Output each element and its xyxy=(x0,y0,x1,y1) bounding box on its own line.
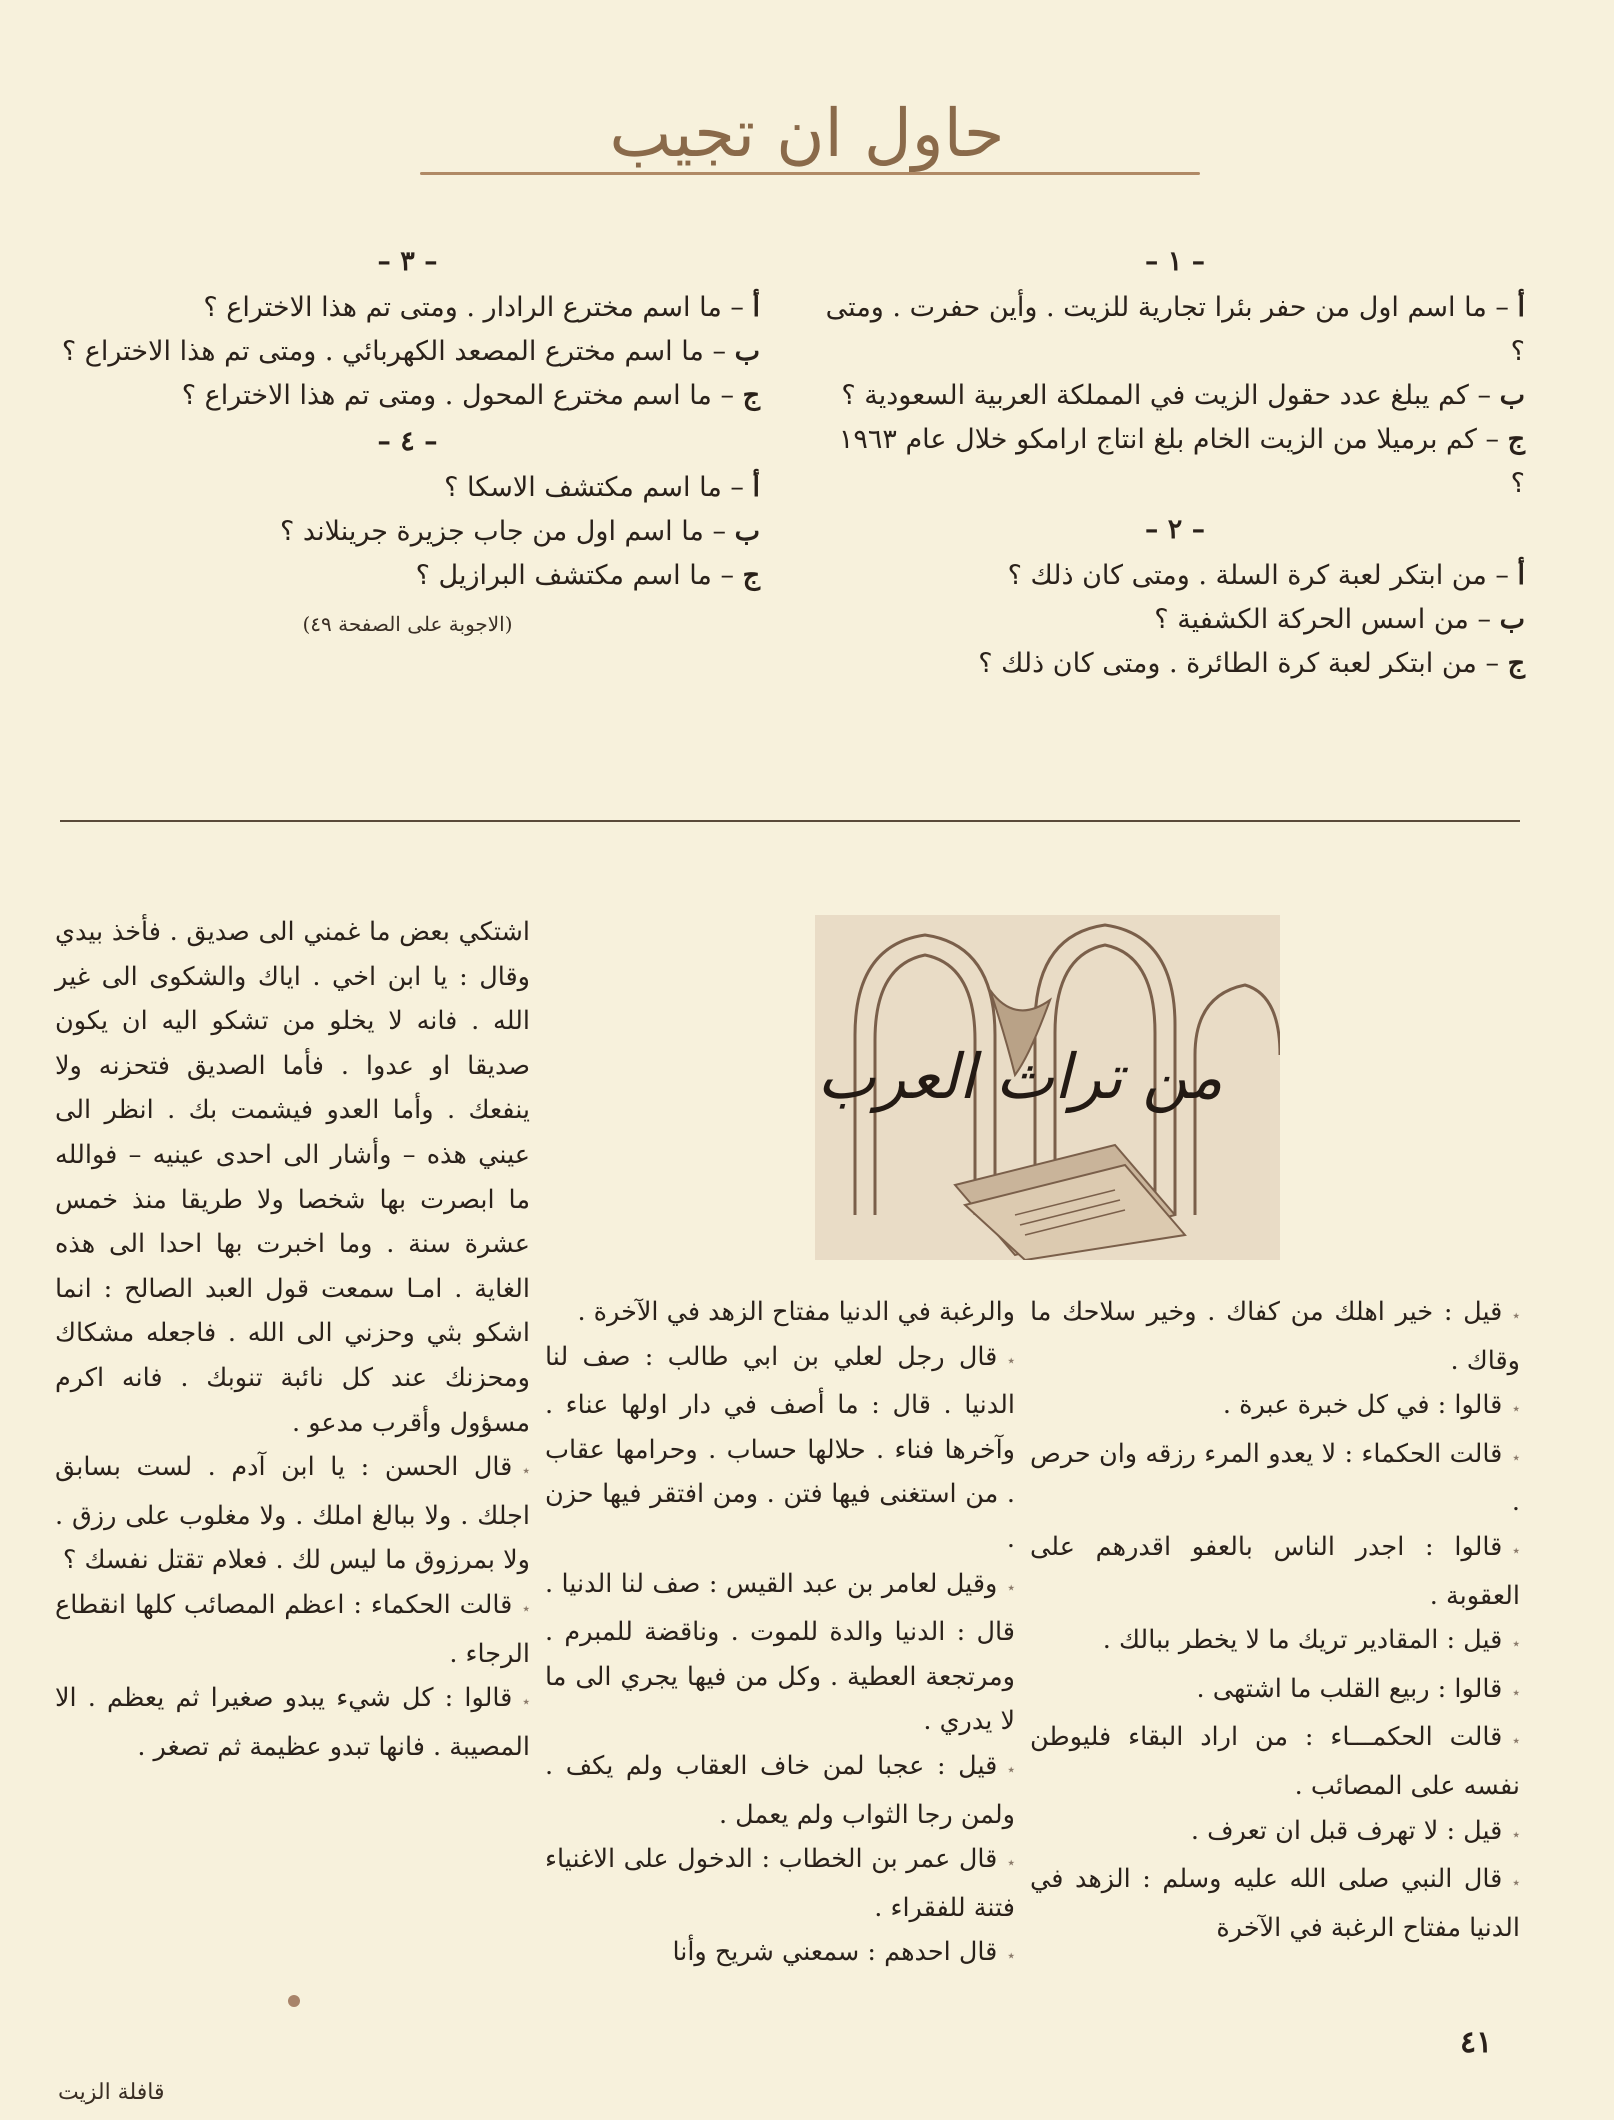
quiz-question xyxy=(55,466,760,510)
question-letter: ج xyxy=(742,380,760,411)
quiz-number: – ٣ – xyxy=(377,246,438,277)
saying-text: قالت الحكمـــاء : من اراد البقاء فليوطن نفسه على المصائب . xyxy=(1030,1722,1520,1801)
saying xyxy=(1030,1667,1520,1716)
saying-text: قيل : المقادير تريك ما لا يخطر ببالك . xyxy=(1102,1625,1503,1656)
question-text: – من اسس الحركة الكشفية ؟ xyxy=(1154,604,1491,635)
text-column-right xyxy=(1030,1290,1520,1950)
quiz-question xyxy=(825,554,1525,598)
question-letter: ج xyxy=(742,560,760,591)
asterisk-icon: ٭ xyxy=(1512,1636,1520,1653)
saying xyxy=(545,1562,1015,1744)
saying-text: قالت الحكماء : اعظم المصائب كلها انقطاع الرجاء . xyxy=(55,1589,530,1669)
saying-text: قالوا : ربيع القلب ما اشتهى . xyxy=(1196,1673,1503,1704)
question-text: – ما اسم اول من جاب جزيرة جرينلاند ؟ xyxy=(280,516,726,547)
question-letter: أ xyxy=(1517,292,1525,323)
quiz-number: – ١ – xyxy=(1144,246,1206,277)
saying-text: اشتكي بعض ما غمني الى صديق . فأخذ بيدي وقال : يا ابن اخي . اياك والشكوى الى غير الله . فانه لا يخلو من تشكو اليه ان يكون صديقا او عدوا . فأما الصديق فتحزنه ولا ينفعك . وأما العدو فيشمت بك . انظر الى عيني هذه – وأشار الى احدى عينيه – فوالله ما ابصرت بها شخصا ولا طريقا منذ خمس عشرة سنة . وما اخبرت بها احدا الى هذه الغاية . امـا سمعت قول العبد الصالح : انما اشكو بثي وحزني الى الله . فاجعله مشكاك ومحزنك عند كل نائبة تنوبك . فانه اكرم مسؤول وأقرب مدعو . xyxy=(55,917,530,1438)
asterisk-icon: ٭ xyxy=(522,1694,530,1711)
question-text: – ما اسم مخترع المصعد الكهربائي . ومتى تم هذا الاختراع ؟ xyxy=(61,336,726,367)
question-text: – كم برميلا من الزيت الخام بلغ انتاج ارامكو خلال عام ١٩٦٣ ؟ xyxy=(838,424,1525,499)
quiz-question xyxy=(825,374,1525,418)
quiz-question xyxy=(55,554,760,598)
question-text: – من ابتكر لعبة كرة السلة . ومتى كان ذلك ؟ xyxy=(1007,560,1509,591)
saying xyxy=(55,1583,530,1676)
text-column-left xyxy=(55,910,530,1769)
saying xyxy=(1030,1809,1520,1858)
page-title: حاول ان تجيب xyxy=(609,95,1005,172)
question-text: – ما اسم مكتشف البرازيل ؟ xyxy=(415,560,734,591)
page-number: ٤١ xyxy=(1460,2025,1493,2060)
end-mark xyxy=(288,1995,300,2007)
saying xyxy=(55,1676,530,1769)
saying-text: قالت الحكماء : لا يعدو المرء رزقه وان حرص . xyxy=(1030,1438,1520,1518)
asterisk-icon: ٭ xyxy=(1512,1542,1520,1559)
section-divider xyxy=(60,820,1520,822)
question-letter: أ xyxy=(752,292,760,323)
asterisk-icon: ٭ xyxy=(1512,1449,1520,1466)
title-underline xyxy=(420,172,1200,175)
saying-text: والرغبة في الدنيا مفتاح الزهد في الآخرة . xyxy=(577,1297,1015,1327)
saying-text: قالوا : اجدر الناس بالعفو اقدرهم على العقوبة . xyxy=(1030,1531,1520,1611)
quiz-question xyxy=(55,510,760,554)
asterisk-icon: ٭ xyxy=(1007,1761,1015,1778)
asterisk-icon: ٭ xyxy=(1512,1733,1520,1750)
asterisk-icon: ٭ xyxy=(522,1600,530,1617)
saying-text: قال احدهم : سمعني شريح وأنا xyxy=(672,1937,998,1968)
quiz-question xyxy=(55,286,760,330)
quiz-right-column xyxy=(825,238,1525,686)
saying-text: قيل : لا تهرف قبل ان تعرف . xyxy=(1190,1815,1503,1846)
quiz-question xyxy=(825,286,1525,374)
saying xyxy=(1030,1432,1520,1525)
question-text: – من ابتكر لعبة كرة الطائرة . ومتى كان ذلك ؟ xyxy=(978,648,1499,679)
saying xyxy=(545,1290,1015,1335)
asterisk-icon: ٭ xyxy=(1512,1401,1520,1418)
saying xyxy=(1030,1290,1520,1383)
saying-text: قالوا : كل شيء يبدو صغيرا ثم يعظم . الا المصيبة . فانها تبدو عظيمة ثم تصغر . xyxy=(55,1683,530,1762)
text-column-middle xyxy=(545,1290,1015,1979)
asterisk-icon: ٭ xyxy=(1512,1684,1520,1701)
asterisk-icon: ٭ xyxy=(1007,1948,1015,1965)
quiz-left-column xyxy=(55,238,760,646)
asterisk-icon: ٭ xyxy=(1007,1579,1015,1596)
saying-text: وقيل لعامر بن عبد القيس : صف لنا الدنيا . قال : الدنيا والدة للموت . وناقضة للمبرم . ومرتجعة العطية . وكل من فيها يجري الى ما لا يدري . xyxy=(545,1568,1015,1737)
question-letter: ب xyxy=(734,516,760,547)
section-title: من تراث العرب xyxy=(817,1040,1223,1113)
saying-text: قيل : خير اهلك من كفاك . وخير سلاحك ما وقاك . xyxy=(1030,1297,1520,1376)
saying-text: قالوا : في كل خبرة عبرة . xyxy=(1222,1390,1503,1421)
asterisk-icon: ٭ xyxy=(1512,1826,1520,1843)
saying-text: قال الحسن : يا ابن آدم . لست بسابق اجلك . ولا ببالغ املك . ولا مغلوب على رزق . ولا بمرزوق ما ليس لك . فعلام تقتل نفسك ؟ xyxy=(55,1452,530,1576)
saying xyxy=(1030,1715,1520,1808)
answers-note: (الاجوبة على الصفحة ٤٩) xyxy=(302,612,513,636)
magazine-footer: قافلة الزيت xyxy=(58,2080,165,2105)
question-letter: ب xyxy=(1499,380,1525,411)
question-text: – ما اسم مكتشف الاسكا ؟ xyxy=(444,472,744,503)
question-letter: ج xyxy=(1507,648,1525,679)
asterisk-icon: ٭ xyxy=(1007,1855,1015,1872)
saying xyxy=(1030,1525,1520,1618)
asterisk-icon: ٭ xyxy=(1512,1875,1520,1892)
saying xyxy=(55,910,530,1445)
saying-text: قال النبي صلى الله عليه وسلم : الزهد في الدنيا مفتاح الرغبة في الآخرة xyxy=(1030,1864,1520,1943)
asterisk-icon: ٭ xyxy=(1007,1352,1015,1369)
question-letter: ج xyxy=(1507,424,1525,455)
saying xyxy=(1030,1383,1520,1432)
asterisk-icon: ٭ xyxy=(1512,1308,1520,1324)
quiz-number: – ٢ – xyxy=(1144,514,1206,545)
quiz-question xyxy=(825,418,1525,506)
question-letter: أ xyxy=(1517,560,1525,591)
question-letter: ب xyxy=(734,336,760,367)
saying xyxy=(545,1744,1015,1837)
saying-text: قال رجل لعلي بن ابي طالب : صف لنا الدنيا . قال : ما أصف في دار اولها عناء . وآخرها فناء . حلالها حساب . وحرامها عقاب . من استغنى فيها فتن . ومن افتقر فيها حزن . xyxy=(545,1341,1015,1554)
saying xyxy=(545,1335,1015,1562)
question-text: – ما اسم اول من حفر بئرا تجارية للزيت . وأين حفرت . ومتى ؟ xyxy=(825,292,1525,367)
question-text: – ما اسم مخترع المحول . ومتى تم هذا الاختراع ؟ xyxy=(181,380,734,411)
question-letter: أ xyxy=(752,472,760,503)
quiz-question xyxy=(825,598,1525,642)
quiz-question xyxy=(55,330,760,374)
saying-text: قال عمر بن الخطاب : الدخول على الاغنياء فتنة للفقراء . xyxy=(545,1844,1015,1923)
asterisk-icon: ٭ xyxy=(522,1463,530,1480)
question-text: – ما اسم مخترع الرادار . ومتى تم هذا الاختراع ؟ xyxy=(203,292,744,323)
saying xyxy=(1030,1857,1520,1950)
saying xyxy=(55,1445,530,1583)
quiz-number: – ٤ – xyxy=(377,426,438,457)
saying xyxy=(545,1837,1015,1930)
saying-text: قيل : عجبا لمن خاف العقاب ولم يكف . ولمن رجا الثواب ولم يعمل . xyxy=(545,1750,1015,1830)
quiz-question xyxy=(825,642,1525,686)
question-text: – كم يبلغ عدد حقول الزيت في المملكة العربية السعودية ؟ xyxy=(841,380,1491,411)
question-letter: ب xyxy=(1499,604,1525,635)
saying xyxy=(545,1930,1015,1979)
saying xyxy=(1030,1618,1520,1667)
quiz-question xyxy=(55,374,760,418)
